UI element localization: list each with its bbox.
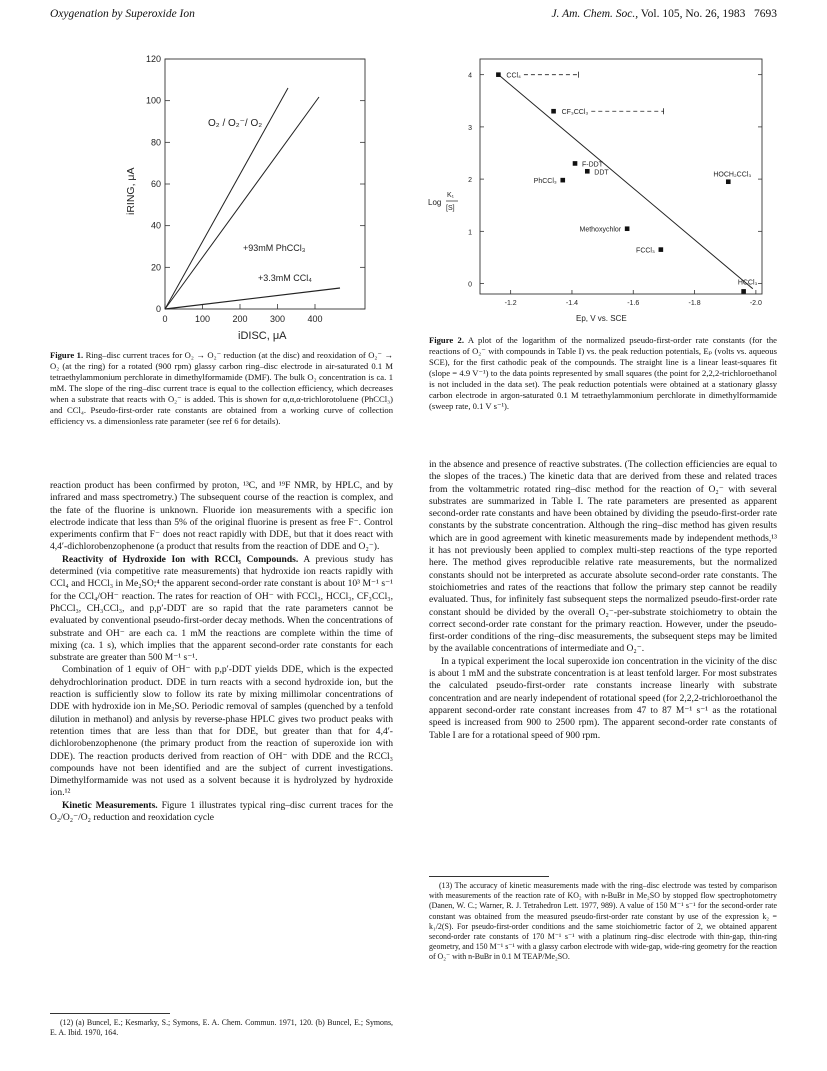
running-header-citation [551,8,777,20]
fig2-y-tick-label: 4 [468,72,472,80]
footnote-rule-right [429,876,549,877]
data-point-label: Methoxychlor [579,226,622,234]
figure-2-plot [418,55,778,335]
heading-reactivity-tail: A previous [298,553,349,565]
figure-2-y-s: [S] [446,205,455,212]
figure-1-plot [100,55,400,345]
data-point-label: FCCl₃ [636,247,655,255]
figure-1-caption [50,350,393,427]
right-column [429,459,777,742]
figure-2-y-k1: K₁ [447,192,455,199]
fig1-x-tick-label: 300 [269,314,286,324]
figure-1-frame [165,59,365,309]
page-number: 7693 [754,8,777,20]
data-point [659,247,664,252]
fig2-y-tick-label: 1 [468,229,472,237]
figure-2-y-log: Log [428,198,442,207]
fig1-x-tick-label: 100 [194,314,211,324]
data-point-label: CCl₄ [506,72,521,80]
footnote-12-text: (12) (a) Buncel, E.; Kesmarky, S.; Symons, E. A. Chem. Commun. 1971, 120. (b) Buncel, E.; Symons, E. A. Ibid. 1970, 164. [50,1018,393,1038]
fig1-y-tick-label: 20 [150,262,161,273]
footnote-13 [429,881,777,963]
fig1-y-tick-label: 120 [145,54,161,64]
data-point-label: CF₃CCl₃ [561,109,589,117]
figure-1-x-axis-label: iDISC, μA [238,330,287,342]
data-point-label: HOCH₂CCl₃ [713,171,752,179]
paragraph-nmr: reaction product has been confirmed by proton, ¹³C, and ¹⁹F NMR, by HPLC, and by infrared and mass spectrometry.) The subsequent course of the reaction is complex, and the fate of the fluorine is unknown. Fluoride ion measurements with a specific ion electrode indicate that less than 5% of the original fluorine is present as free F⁻. Control experiments confirm that F⁻ does not react rapidly with DDE, but that it does react with 4,4′-dichlorobenzophenone (a product that results from the reaction of DDE and O₂⁻). [50,480,393,553]
data-point-label: F-DDT [582,161,604,169]
journal-volume: Vol. 105, No. 26, 1983 [640,8,746,20]
heading-kinetic-tail: Figure 1 illustrates typical ring–disc [157,799,306,811]
figure-1 [100,55,400,345]
fig1-y-tick-label: 0 [155,304,161,314]
paragraph-hydroxide-text: study has determined (via competitive rate measurements) that hydroxide ion reacts rapidly with CCl₄ and HCCl₃ in Me₂SO;⁴ the apparent second-order rate constant is about 10³ M⁻¹ s⁻¹ for the CCl₄/OH⁻ reaction. The rates for reaction of OH⁻ with FCCl₃, HCCl₃, CF₃CCl₃, PhCCl₃, CH₃CCl₃, and p,p′-DDT are so rapid that the rate parameters cannot be evaluated by conventional pseudo-first-order decay methods. When the concentrations of substrate and OH⁻ are each ca. 1 mM the reactions are complete within the time of mixing (ca. 1 s), which implies that the apparent second-order rate constants for each substrate are greater than 500 M⁻¹ s⁻¹. [50,553,393,664]
footnote-13-text: (13) The accuracy of kinetic measurements made with the ring–disc electrode was tested by comparison with measurements of the reaction rate of KO₂ with n-BuBr in Me₂SO by stopped flow spectrophotometry (Danen, W. C.; Warner, R. J. Tetrahedron Lett. 1977, 989). A value of 150 M⁻¹ s⁻¹ for the second-order rate constant was obtained from the measured pseudo-first-order rate constant by use of the expression k₂ = k₁/2(S). For pseudo-first-order conditions and the same stoichiometric factor of 2, we obtained apparent second-order rate constants of 170 M⁻¹ s⁻¹ with a platinum ring–disc electrode with thin-gap, thin-ring geometry, and 150 M⁻¹ s⁻¹ with a glassy carbon electrode with wide-gap, wide-ring geometry for the reaction of O₂⁻ with n-BuBr in 0.1 M TEAP/Me₂SO. [429,881,777,962]
running-header-title: Oxygenation by Superoxide Ion [50,8,195,20]
paragraph-ddt: Combination of 1 equiv of OH⁻ with p,p′-DDT yields DDE, which is the expected dehydrochlorination product. DDE in turn reacts with a second hydroxide ion, but the reaction is sufficiently slow to follow its rate by mixing millimolar concentrations of DDE with hydroxide ion in Me₂SO. Periodic removal of samples (quenched by a tenfold dilution in methanol) and anlysis by reverse-phase HPLC gives two product peaks with retention times that are less than that for DDE, but greater than that for 4,4′-dichlorobenzophenone (the primary product from the reaction of superoxide ion with DDE). The reaction products derived from reaction of OH⁻ with DDE and the RCCl₃ compounds have not been identified and are the subject of current investigations. Dimethylformamide was not used as a solvent because it is hydrolyzed by hydroxide ion.¹² [50,664,393,799]
fig2-x-tick-label: -1.4 [565,300,578,307]
fig2-x-tick-label: -1.2 [504,300,517,307]
figure-1-caption-text: Ring–disc current traces for O₂ → O₂⁻ reduction (at the disc) and reoxidation of O₂⁻ → O₂ (at the ring) for a rotated (900 rpm) glassy carbon ring–disc electrode in air-saturated 0.1 M tetraethylammonium perchlorate in dimethylformamide (DMF). The bulk O₂ concentration is ca. 1 mM. The slope of the ring–disc current trace is equal to the collection efficiency, which decreases when a substrate that reacts with O₂⁻ is added. This is shown for α,α,α-trichlorotoluene (PhCCl₃) and CCl₄. Pseudo-first-order rate constants are obtained from a working curve of collection efficiency vs. a dimensionless rate parameter (see ref 6 for details). [50,350,393,426]
paragraph-typical-experiment: In a typical experiment the local superoxide ion concentration in the vicinity of the disc is about 1 mM and the substrate concentration is at least tenfold larger. For most substrates the calculated pseudo-first-order rate constants increase linearly with substrate concentration and are nearly independent of rotational speed (for 2,2,2-trichloroethanol the apparent second-order rate constant increases from 47 to 87 M⁻¹ s⁻¹ as the rotational speed is increased from 900 to 2500 rpm). The apparent second-order rate constants of Table I are for a rotational speed of 900 rpm. [429,655,777,741]
heading-kinetic: Kinetic Measurements. [62,799,158,811]
figure-2-caption-text: A plot of the logarithm of the normalized pseudo-first-order rate constants (for the reactions of O₂⁻ with compounds in Table I) vs. the peak reduction potentials, Eₚ (volts vs. aqueous SCE), for the first cathodic peak of the compounds. The straight line is a linear least-squares fit (slope = 4.9 V⁻¹) to the data points represented by small squares (the point for 2,2,2-trichloroethanol is not included in the data set). The peak reduction potentials were obtained at a stationary glassy carbon electrode in argon-saturated 0.1 M tetraethylammonium perchlorate in dimethylformamide (sweep rate, 0.1 V s⁻¹). [429,335,777,411]
figure-1-y-axis-label: iRING, μA [125,167,137,215]
data-point [585,169,590,174]
data-point-label: PhCCl₃ [533,178,557,186]
fig1-x-tick-label: 400 [307,314,323,324]
fig1-x-tick-label: 200 [232,314,248,324]
journal-name: J. Am. Chem. Soc., [551,8,639,20]
paragraph-kinetic-text: current traces for the O₂/O₂⁻/O₂ reduction and reoxidation cycle [50,799,393,824]
figure-2-caption [429,335,777,412]
fig2-y-tick-label: 0 [468,281,472,289]
figure-1-caption-label: Figure 1. [50,350,84,360]
fig1-y-tick-label: 80 [150,137,161,148]
paragraph-hydroxide [50,554,393,665]
fig1-x-tick-label: 0 [162,314,168,324]
footnote-12 [50,1018,393,1038]
fig2-x-tick-label: -1.6 [627,300,640,307]
data-point-label: HCCl₃ [737,279,758,287]
fig1-y-tick-label: 100 [145,95,161,106]
data-point [741,289,746,294]
fig1-y-tick-label: 60 [150,179,161,189]
fig2-x-tick-label: -2.0 [749,300,762,307]
fig2-y-tick-label: 3 [468,124,472,132]
figure-2-x-axis-label: Ep, V vs. SCE [576,314,627,323]
data-point [496,72,501,77]
fig2-x-tick-label: -1.8 [688,300,701,307]
paragraph-collection: in the absence and presence of reactive substrates. (The collection efficiencies are equal to the slopes of the traces.) The kinetic data that are derived from these and related traces from the voltammetric rotated ring–disc method for the reaction of O₂⁻ with several substrates are summarized in Table I. The rate parameters are presented as apparent second-order rate constants and have been obtained by dividing the pseudo-first-order rate constants by the substrate concentration. Although the ring–disc method has given results which are in good agreement with kinetic measurements made by independent methods,¹³ it has not previously been applied to complex multi-step reactions of the type reported here. The method gives reproducible relative rate measurements, but the normalized constants should not be interpreted as accurate absolute second-order rate constants. The stoichiometries and rates of the reactions that follow the primary step cannot be readily evaluated. Thus, for infinitely fast subsequent steps the normalized pseudo-first-order rate constant should be divided by the overall O₂⁻-per-substrate stoichiometry to obtain the correct second-order rate constant for the primary reaction. However, under the pseudo-first-order conditions of the ring–disc measurements, the subsequent steps may be limited by the available concentrations of intermediate and O₂⁻. [429,459,777,655]
paragraph-kinetic [50,800,393,825]
data-point-label: DDT [594,169,609,177]
label-phccl3: +93mM PhCCl₃ [243,243,306,253]
left-column [50,480,393,824]
data-point [625,226,630,231]
data-point [551,109,556,114]
footnote-rule-left [50,1013,170,1014]
fig2-y-tick-label: 2 [468,177,472,185]
figure-2 [418,55,778,335]
fig1-y-tick-label: 40 [150,220,161,231]
label-o2-cycle: O₂ / O₂⁻/ O₂ [208,118,263,129]
label-ccl4: +3.3mM CCl₄ [258,273,312,283]
data-point [560,178,565,183]
heading-reactivity: Reactivity of Hydroxide Ion with RCCl₃ Compounds. [62,553,299,565]
data-point [726,179,731,184]
trace-ccl4 [165,288,340,309]
figure-2-caption-label: Figure 2. [429,335,464,345]
data-point [573,161,578,166]
